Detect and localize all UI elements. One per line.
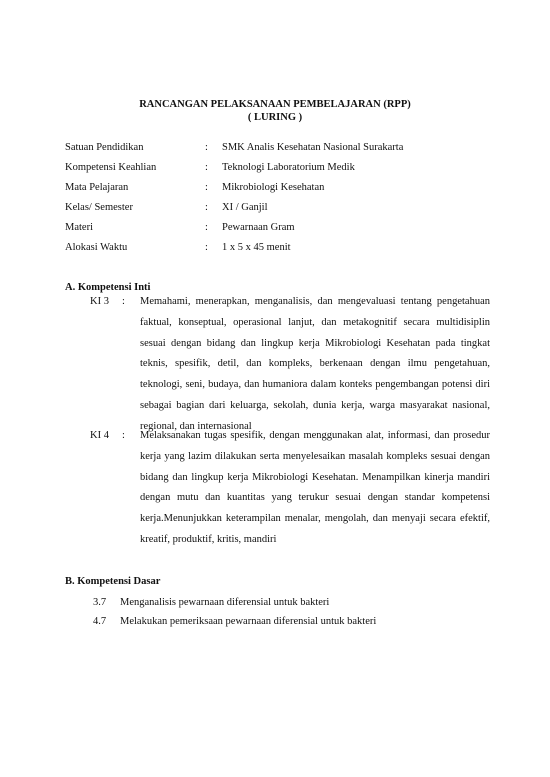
meta-row [65,218,485,238]
meta-value: Mikrobiologi Kesehatan [222,182,325,193]
kd-code: 4.7 [93,616,107,627]
section-a-heading: A. Kompetensi Inti [65,282,151,293]
meta-value: 1 x 5 x 45 menit [222,242,291,253]
section-b-heading: B. Kompetensi Dasar [65,576,161,587]
meta-colon: : [205,142,208,153]
meta-colon: : [205,162,208,173]
meta-value: XI / Ganjil [222,202,268,213]
meta-value: Teknologi Laboratorium Medik [222,162,355,173]
meta-row [65,158,485,178]
ki-colon: : [122,430,125,441]
ki-colon: : [122,296,125,307]
meta-label: Kelas/ Semester [65,202,133,213]
meta-row [65,178,485,198]
meta-colon: : [205,242,208,253]
ki-code: KI 4 [90,430,109,441]
meta-label: Kompetensi Keahlian [65,162,157,173]
title-line-2: ( LURING ) [247,112,303,123]
kd-text: Menganalisis pewarnaan diferensial untuk bakteri [120,597,330,608]
ki-code: KI 3 [90,296,109,307]
kd-text: Melakukan pemeriksaan pewarnaan diferensial untuk bakteri [120,616,377,627]
meta-label: Alokasi Waktu [65,242,128,253]
meta-colon: : [205,182,208,193]
title-line-1: RANCANGAN PELAKSANAAN PEMBELAJARAN (RPP) [139,99,411,110]
kd-item [93,593,493,613]
ki-text: Melaksanakan tugas spesifik, dengan menggunakan alat, informasi, dan prosedur kerja yang lazim dilakukan serta menyelesaikan masalah kompleks sesuai dengan bidang dan lingkup kerja Mikrobiologi Kesehatan. Menampilkan kinerja mandiri dengan mutu dan kuantitas yang terukur sesuai dengan standar kompetensi kerja.Menunjukkan keterampilan menalar, mengolah, dan menyaji secara efektif, kreatif, produktif, kritis, mandiri [140,430,490,545]
identity-table [65,138,485,258]
meta-label: Materi [65,222,93,233]
meta-label: Mata Pelajaran [65,182,129,193]
meta-label: Satuan Pendidikan [65,142,144,153]
meta-row [65,198,485,218]
kd-item [93,612,493,632]
meta-value: Pewarnaan Gram [222,222,295,233]
meta-colon: : [205,222,208,233]
document-title [0,98,550,124]
meta-value: SMK Analis Kesehatan Nasional Surakarta [222,142,404,153]
meta-colon: : [205,202,208,213]
ki-text: Memahami, menerapkan, menganalisis, dan mengevaluasi tentang pengetahuan faktual, konseptual, operasional lanjut, dan metakognitif secara multidisiplin sesuai dengan bidang dan lingkup kerja Mikrobiologi Kesehatan pada tingkat teknis, spesifik, detil, dan kompleks, berkenaan dengan ilmu pengetahuan, teknologi, seni, budaya, dan humaniora dalam konteks pengembangan potensi diri sebagai bagian dari keluarga, sekolah, dunia kerja, warga masyarakat nasional, regional, dan internasional [140,296,490,432]
kd-code: 3.7 [93,597,107,608]
meta-row [65,238,485,258]
meta-row [65,138,485,158]
